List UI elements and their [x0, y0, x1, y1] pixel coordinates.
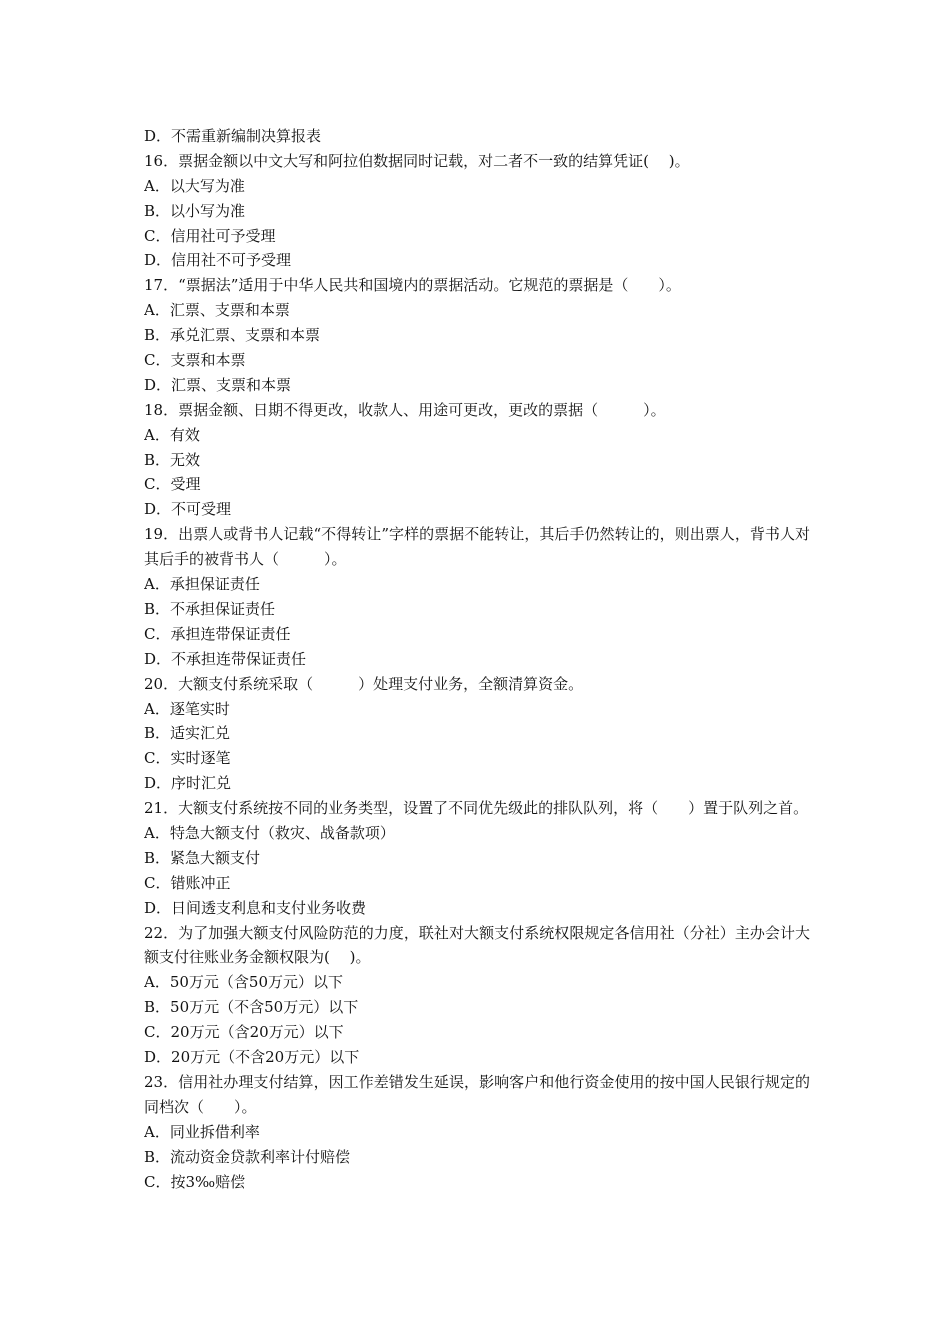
option-d-20: D．序时汇兑 — [144, 774, 232, 793]
option-b-22: B．50万元（不含50万元）以下 — [144, 998, 359, 1017]
option-c-23: C．按3‰赔偿 — [144, 1172, 246, 1191]
document-body — [144, 124, 810, 1194]
question-20: 20．大额支付系统采取（ ）处理支付业务，全额清算资金。 — [144, 674, 584, 693]
option-c-17: C．支票和本票 — [144, 351, 246, 370]
option-d-16: D．信用社不可予受理 — [144, 251, 292, 270]
option-a-20: A．逐笔实时 — [144, 699, 230, 718]
option-b-16: B．以小写为准 — [144, 201, 246, 220]
option-a-16: A．以大写为准 — [144, 176, 245, 195]
option-a-19: A．承担保证责任 — [144, 575, 260, 594]
question-16: 16．票据金额以中文大写和阿拉伯数据同时记载，对二者不一致的结算凭证( )。 — [144, 151, 690, 170]
option-b-18: B．无效 — [144, 450, 201, 469]
question-21: 21．大额支付系统按不同的业务类型，设置了不同优先级此的排队队列，将（ ）置于队列之首。 — [144, 799, 809, 818]
option-c-19: C．承担连带保证责任 — [144, 624, 291, 643]
question-18: 18．票据金额、日期不得更改，收款人、用途可更改，更改的票据（ ）。 — [144, 400, 666, 419]
option-a-17: A．汇票、支票和本票 — [144, 301, 290, 320]
option-c-22: C．20万元（含20万元）以下 — [144, 1023, 344, 1042]
question-22: 22．为了加强大额支付风险防范的力度，联社对大额支付系统权限规定各信用社（分社）主办会计大额支付往账业务金额权限为( )。 — [144, 923, 810, 967]
option-b-19: B．不承担保证责任 — [144, 599, 276, 618]
option-c-21: C．错账冲正 — [144, 873, 231, 892]
question-19: 19．出票人或背书人记载“不得转让”字样的票据不能转让，其后手仍然转让的，则出票人，背书人对其后手的被背书人（ ）。 — [144, 525, 810, 569]
question-23: 23．信用社办理支付结算，因工作差错发生延误，影响客户和他行资金使用的按中国人民银行规定的同档次（ ）。 — [144, 1072, 810, 1116]
option-d-15: D．不需重新编制决算报表 — [144, 127, 322, 145]
option-d-21: D．日间透支利息和支付业务收费 — [144, 898, 367, 917]
option-b-17: B．承兑汇票、支票和本票 — [144, 326, 321, 345]
option-b-20: B．适实汇兑 — [144, 724, 231, 743]
option-a-22: A．50万元（含50万元）以下 — [144, 973, 344, 992]
option-c-16: C．信用社可予受理 — [144, 226, 276, 245]
option-a-23: A．同业拆借利率 — [144, 1122, 260, 1141]
option-b-23: B．流动资金贷款利率计付赔偿 — [144, 1147, 351, 1166]
option-a-18: A．有效 — [144, 425, 200, 444]
option-d-17: D．汇票、支票和本票 — [144, 375, 292, 394]
option-b-21: B．紧急大额支付 — [144, 848, 261, 867]
question-17: 17．“票据法”适用于中华人民共和国境内的票据活动。它规范的票据是（ ）。 — [144, 276, 681, 295]
option-c-18: C．受理 — [144, 475, 201, 494]
option-d-18: D．不可受理 — [144, 500, 232, 519]
option-a-21: A．特急大额支付（救灾、战备款项） — [144, 823, 395, 842]
option-c-20: C．实时逐笔 — [144, 749, 231, 768]
option-d-19: D．不承担连带保证责任 — [144, 649, 307, 668]
option-d-22: D．20万元（不含20万元）以下 — [144, 1048, 360, 1067]
